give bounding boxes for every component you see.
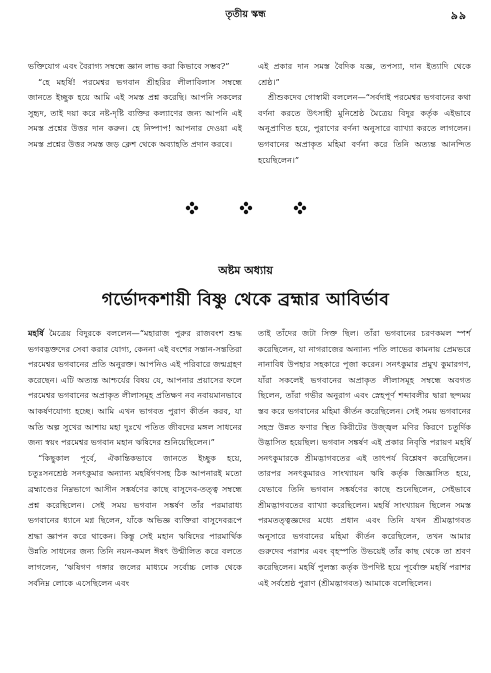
chapter-title: গর্ভোদকশায়ী বিষ্ণু থেকে ব্রহ্মার আবির্ভাব bbox=[101, 290, 390, 310]
paragraph: ভক্তিযোগ এবং বৈরাগ্য সম্বন্ধে জ্ঞান লাভ করা কিভাবে সম্ভব?” bbox=[28, 61, 230, 71]
lead-word: মহর্ষি bbox=[28, 328, 44, 338]
paragraph: “হে মহর্ষি! পরমেশ্বর ভগবান শ্রীহরির লীলাবিলাস সম্বন্ধে জানতে ইচ্ছুক হয়ে আমি এই সমস্ত প্রশ্ন করেছি। আপনি সকলের সুহৃদ, তাই দয়া করে নষ্ট-দৃষ্টি ব্যক্তির কল্যাণের জন্য আপনি এই সমস্ত প্রশ্নের উত্তর দান করুন। হে নিষ্পাপ! আপনার দেওয়া এই সমস্ত প্রশ্নের উত্তর সমস্ত জড় ক্লেশ থেকে অব্যাহতি প্রদান করবে। bbox=[28, 76, 242, 149]
top-left-column bbox=[28, 59, 242, 153]
paragraph: এই প্রকার দান সমস্ত বৈদিক যজ্ঞ, তপস্যা, দান ইত্যাদি থেকে শ্রেষ্ঠ।” bbox=[258, 61, 471, 87]
running-header: তৃতীয় স্কন্ধ bbox=[225, 9, 266, 20]
paragraph bbox=[28, 326, 242, 451]
bottom-left-column bbox=[28, 326, 242, 591]
paragraph-text: “কিছুকাল পূর্বে, ঐকান্তিকভাবে জানতে ইচ্ছুক হয়ে, চতুঃসনশ্রেষ্ঠ সনৎকুমার অন্যান্য মহর্ষিগণসহ ঠিক আপনারই মতো ব্রহ্মাণ্ডের নিম্নভাগে আসীন সঙ্কর্ষণের কাছে বাসুদেব-তত্ত্ব সম্বন্ধে প্রশ্ন করেছিলেন। সেই সময় ভগবান সঙ্কর্ষণ তাঁর পরমারাধ্য ভগবানের ধ্যানে মগ্ন ছিলেন, যাঁকে অভিজ্ঞ ব্যক্তিরা বাসুদেবরূপে শ্রদ্ধা জ্ঞাপন করে থাকেন। কিন্তু সেই মহান ঋষিদের পারমার্থিক উন্নতি সাধনের জন্য তিনি নয়ন-কমল ঈষৎ উন্মীলিত করে বলতে লাগলেন, ‘ঋষিগণ গঙ্গার জলের মাধ্যমে সর্বোচ্চ লোক থেকে সর্বনিম্ন লোকে এসেছিলেন এবং bbox=[28, 452, 242, 588]
flower-ornament-icon bbox=[239, 201, 253, 215]
section-divider bbox=[0, 201, 491, 215]
page-number: ৯৯ bbox=[450, 9, 467, 22]
paragraph: শ্রীশুকদেব গোস্বামী বললেন—“সর্বদাই পরমেশ্বর ভগবানের কথা বর্ণনা করতে উৎসাহী মুনিশ্রেষ্ঠ মৈত্রেয় বিদুর কর্তৃক এইভাবে অনুপ্রাণিত হয়ে, পুরাণের বর্ণনা অনুসারে ব্যাখ্যা করতে লাগলেন। ভগবানের অপ্রাকৃত মহিমা বর্ণনা করে তিনি অত্যন্ত আনন্দিত হয়েছিলেন।” bbox=[258, 92, 471, 165]
paragraph bbox=[28, 451, 242, 591]
paragraph: তাই তাঁদের জটা সিক্ত ছিল। তাঁরা ভগবানের চরণকমল স্পর্শ করেছিলেন, যা নাগরাজের অন্যান্য পতি লাভের কামনায় প্রেমভরে নানাবিধ উপহার সহকারে পূজা করেন। সনৎকুমার প্রমুখ কুমারগণ, যাঁরা সকলেই ভগবানের অপ্রাকৃত লীলাসমূহ সম্বন্ধে অবগত ছিলেন, তাঁরা গভীর অনুরাগ এবং স্নেহপূর্ণ শব্দাবলীর দ্বারা ছন্দময় স্তব করে ভগবানের মহিমা কীর্তন করেছিলেন। সেই সময় ভগবানের সহস্র উন্নত ফণার স্থিত কিরীটের উজ্জ্বল মণির কিরণে চতুর্দিক উদ্ভাসিত হয়েছিল। ভগবান সঙ্কর্ষণ এই প্রকার নিবৃত্তি পরায়ণ মহর্ষি সনৎকুমারকে শ্রীমদ্ভাগবতের এই তাৎপর্য বিশ্লেষণ করেছিলেন। তারপর সনৎকুমারও সাংখ্যায়ন ঋষি কর্তৃক জিজ্ঞাসিত হয়ে, যেভাবে তিনি ভগবান সঙ্কর্ষণের কাছে শুনেছিলেন, সেইভাবে শ্রীমদ্ভাগবতের ব্যাখ্যা করেছিলেন। মহর্ষি সাংখ্যায়ন ছিলেন সমস্ত পরমতত্ত্বজ্ঞদের মধ্যে প্রধান এবং তিনি যখন শ্রীমদ্ভাগবত অনুসারে ভগবানের মহিমা কীর্তন করেছিলেন, তখন আমার গুরুদেব পরাশর এবং বৃহস্পতি উভয়েই তাঁর কাছ থেকে তা শ্রবণ করেছিলেন। মহর্ষি পুলস্ত্য কর্তৃক উপদিষ্ট হয়ে পূর্বোক্ত মহর্ষি পরাশর এই সর্বশ্রেষ্ঠ পুরাণ (শ্রীমদ্ভাগবত) আমাকে বলেছিলেন। bbox=[258, 328, 471, 588]
flower-ornament-icon bbox=[185, 201, 199, 215]
bottom-right-column bbox=[258, 326, 471, 591]
top-right-column bbox=[258, 59, 471, 168]
paragraph-text: মৈত্রেয় বিদুরকে বললেন—“মহারাজ পুরুর রাজবংশ শুদ্ধ ভগবদ্ভক্তদের সেবা করার যোগ্য, কেননা এই বংশের সন্তান-সন্ততিরা পরমেশ্বর ভগবানের প্রতি অনুরক্ত। আপনিও এই পরিবারে জন্মগ্রহণ করেছেন। এটি অত্যন্ত আশ্চর্যের বিষয় যে, আপনার প্রয়াসের ফলে পরমেশ্বর ভগবানের অপ্রাকৃত লীলাসমূহ প্রতিক্ষণ নব নবায়মানভাবে আকর্ষণযোগ্য হচ্ছে। আমি এখন ভাগবত পুরাণ কীর্তন করব, যা অতি অল্প সুখের আশায় মহা দুঃখে পতিত জীবদের মঙ্গল সাধনের জন্য স্বয়ং পরমেশ্বর ভগবান মহান ঋষিদের শুনিয়েছিলেন।” bbox=[28, 328, 242, 448]
chapter-number: অষ্টম অধ্যায় bbox=[218, 264, 273, 277]
flower-ornament-icon bbox=[293, 201, 307, 215]
